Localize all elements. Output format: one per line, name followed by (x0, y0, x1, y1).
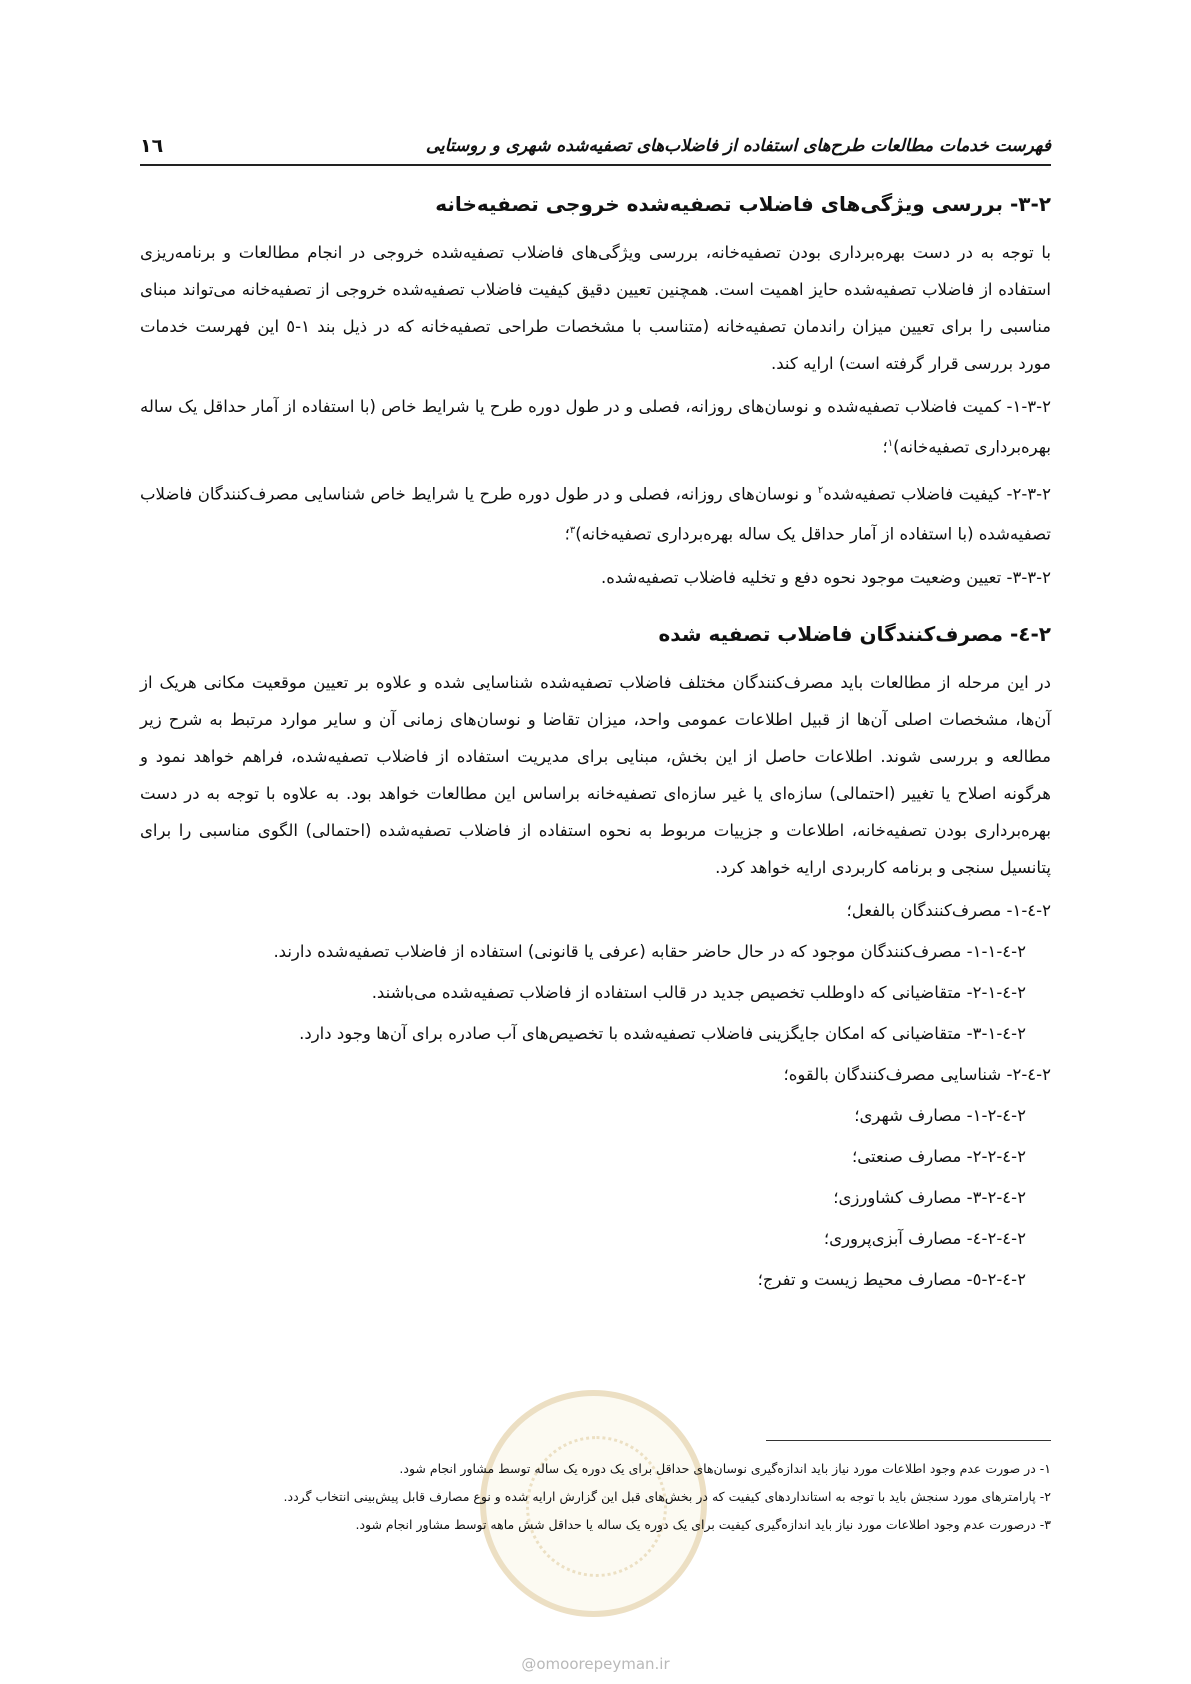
list-item: ٢-٤-٢- شناسایی مصرف‌کنندگان بالقوه؛ (783, 1064, 1051, 1084)
footnote-3: ٣- درصورت عدم وجود اطلاعات مورد نیاز باید اندازه‌گیری کیفیت برای یک دوره یک ساله یا حداقل شش ماهه توسط مشاور انجام شود. (355, 1517, 1051, 1532)
item-2-text-a: ٢-٣-٢- کیفیت فاضلاب تصفیه‌شده (823, 484, 1051, 503)
section-3-heading: ٢-٣- بررسی ویژگی‌های فاضلاب تصفیه‌شده خروجی تصفیه‌خانه (435, 192, 1051, 216)
list-item: ٢-٤-٢-٤- مصارف آبزی‌پروری؛ (823, 1228, 1026, 1248)
page-header (140, 128, 1051, 166)
footnote-ref-3[interactable]: ٣ (569, 525, 576, 536)
list-item: ٢-٤-١-٢- متقاضیانی که داوطلب تخصیص جدید در قالب استفاده از فاضلاب تصفیه‌شده می‌باشند. (371, 982, 1026, 1002)
item-1-end: ؛ (882, 437, 888, 457)
footnote-ref-1[interactable]: ١ (887, 438, 894, 449)
footnote-2: ٢- پارامترهای مورد سنجش باید با توجه به استانداردهای کیفیت که در بخش‌های قبل این گزارش ارایه شده و نوع مصارف قابل پیش‌بینی انتخاب گردد. (283, 1489, 1051, 1504)
section-4-intro: در این مرحله از مطالعات باید مصرف‌کنندگان مختلف فاضلاب تصفیه‌شده شناسایی شده و علاوه بر تعیین موقعیت مکانی هریک از آن‌ها، مشخصات اصلی آن‌ها از قبیل اطلاعات عمومی واحد، میزان تقاضا و نوسان‌های زمانی آن و سایر موارد مرتبط به شرح زیر مطالعه و بررسی شوند. اطلاعات حاصل از این بخش، مبنایی برای مدیریت استفاده از فاضلاب تصفیه‌شده، فراهم خواهد نمود و هرگونه اصلاح یا تغییر (احتمالی) سازه‌ای یا غیر سازه‌ای تصفیه‌خانه براساس این مطالعات خواهد بود. به علاوه با توجه به در دست بهره‌برداری بودن تصفیه‌خانه، اطلاعات و جزییات مربوط به نحوه استفاده از فاضلاب تصفیه‌شده (احتمالی) الگوی مناسبی را برای پتانسیل سنجی و برنامه کاربردی ارایه خواهد کرد. (140, 672, 1051, 877)
section-3-item-3: ٢-٣-٣- تعیین وضعیت موجود نحوه دفع و تخلیه فاضلاب تصفیه‌شده. (600, 567, 1051, 587)
page-number: ١٦ (140, 135, 164, 157)
footnote-divider (766, 1440, 1051, 1441)
list-item: ٢-٤-١-١- مصرف‌کنندگان موجود که در حال حاضر حقابه (عرفی یا قانونی) استفاده از فاضلاب تصفیه‌شده دارند. (273, 941, 1026, 961)
item-1-text: ٢-٣-١- کمیت فاضلاب تصفیه‌شده و نوسان‌های روزانه، فصلی و در طول دوره طرح یا شرایط خاص (با استفاده از آمار حداقل یک ساله بهره‌برداری تصفیه‌خانه) (140, 397, 1051, 457)
footnotes (140, 1455, 1051, 1539)
footnote-1: ١- در صورت عدم وجود اطلاعات مورد نیاز باید اندازه‌گیری نوسان‌های حداقل برای یک دوره یک ساله توسط مشاور انجام شود. (399, 1461, 1051, 1476)
item-2-text-b: و نوسان‌های روزانه، فصلی و در طول دوره طرح یا شرایط خاص شناسایی مصرف‌کنندگان فاضلاب تصفیه‌شده (با استفاده از آمار حداقل یک ساله بهره‌برداری تصفیه‌خانه) (140, 484, 1051, 544)
list-item: ٢-٤-١-٣- متقاضیانی که امکان جایگزینی فاضلاب تصفیه‌شده با تخصیص‌های آب صادره برای آن‌ها وجود دارد. (299, 1023, 1026, 1043)
watermark-url: @omoorepeyman.ir (521, 1655, 670, 1673)
list-item: ٢-٤-٢-١- مصارف شهری؛ (854, 1105, 1026, 1125)
section-3-intro: با توجه به در دست بهره‌برداری بودن تصفیه‌خانه، بررسی ویژگی‌های فاضلاب تصفیه‌شده خروجی در انجام مطالعات و برنامه‌ریزی استفاده از فاضلاب تصفیه‌شده حایز اهمیت است. همچنین تعیین دقیق کیفیت فاضلاب تصفیه‌شده خروجی از تصفیه‌خانه می‌تواند مبنای مناسبی را برای تعیین میزان راندمان تصفیه‌خانه (متناسب با مشخصات طراحی تصفیه‌خانه که در ذیل بند ١-٥ این فهرست خدمات مورد بررسی قرار گرفته است) ارایه کند. (140, 243, 1052, 373)
footnote-ref-2[interactable]: ٢ (817, 484, 824, 496)
section-4-heading: ٢-٤- مصرف‌کنندگان فاضلاب تصفیه شده (658, 621, 1051, 646)
list-item: ٢-٤-٢-٥- مصارف محیط زیست و تفرج؛ (757, 1269, 1026, 1289)
list-item: ٢-٤-١- مصرف‌کنندگان بالفعل؛ (846, 900, 1051, 920)
list-item: ٢-٤-٢-٢- مصارف صنعتی؛ (851, 1146, 1026, 1166)
list-item: ٢-٤-٢-٣- مصارف کشاورزی؛ (833, 1187, 1026, 1207)
page-content (140, 188, 1051, 1302)
section-3-item-1 (140, 388, 1051, 466)
section-3-item-2 (140, 472, 1051, 553)
item-2-end: ؛ (564, 524, 570, 544)
header-title: فهرست خدمات مطالعات طرح‌های استفاده از فاضلاب‌های تصفیه‌شده شهری و روستایی (425, 136, 1051, 156)
